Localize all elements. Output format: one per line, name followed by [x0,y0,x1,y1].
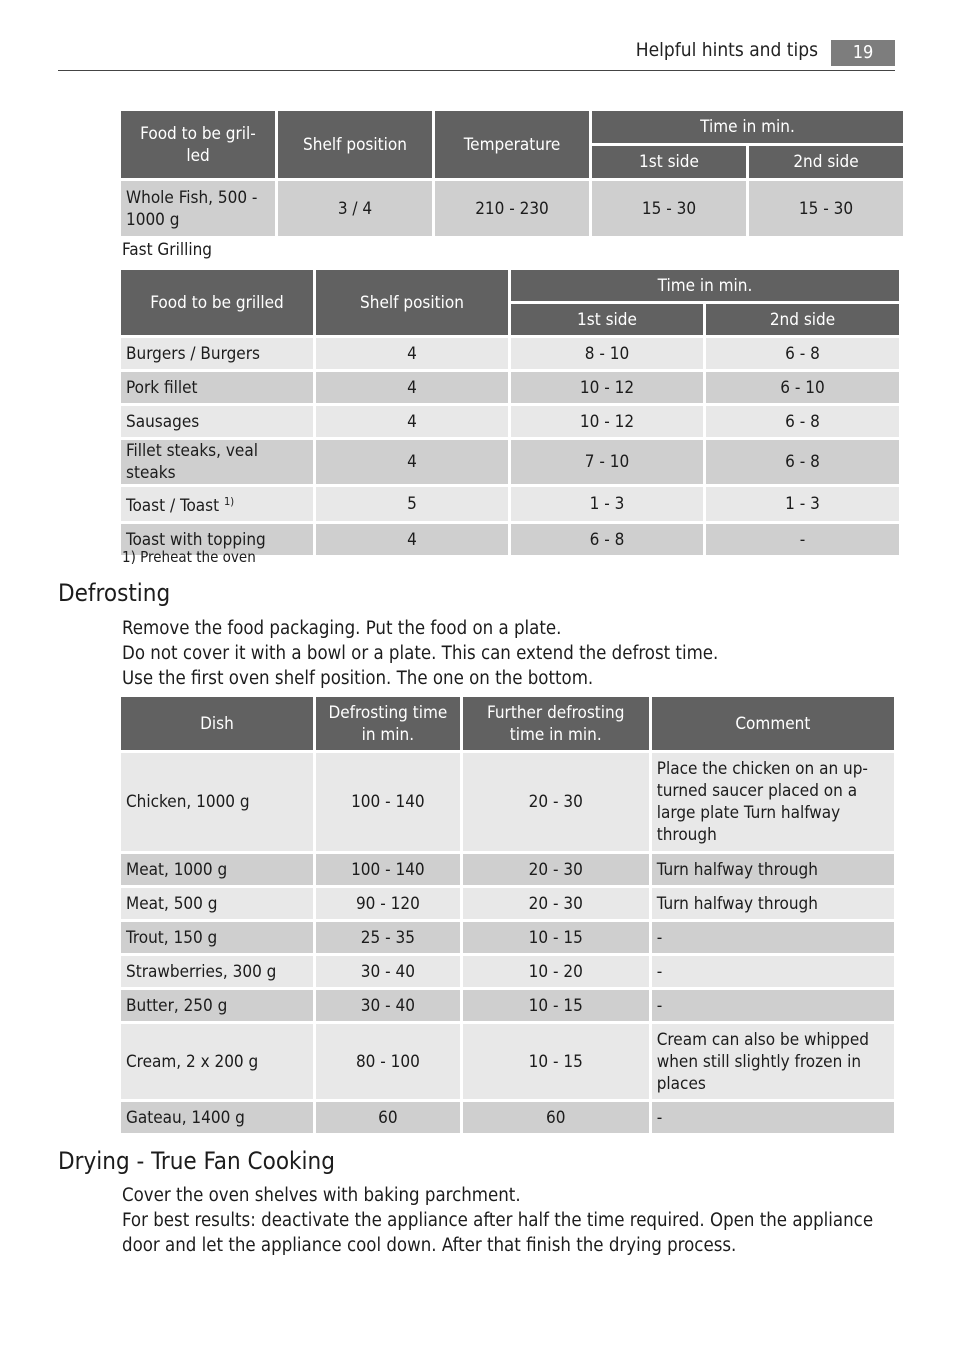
table-cell: Place the chicken on an up- turned saucer placed on a large plate Turn halfway through [652,753,894,851]
table-cell: 10 - 12 [511,372,703,403]
table-cell: 15 - 30 [749,181,903,236]
table-row [121,888,894,919]
table-row [121,440,899,484]
footnote-mark: 1) [224,495,235,508]
table-cell: 6 - 8 [706,440,899,484]
table-cell: 100 - 140 [316,854,460,885]
table-cell: 10 - 15 [463,922,649,953]
table-cell: Cream can also be whipped when still slightly frozen in places [652,1024,894,1099]
table-cell: 10 - 20 [463,956,649,987]
table-cell: - [652,990,894,1021]
table-cell: 1 - 3 [511,487,703,521]
table-cell: Burgers / Burgers [121,338,313,369]
defrosting-table [118,694,897,1136]
table-cell: 30 - 40 [316,956,460,987]
table-row [121,956,894,987]
fast-grilling-table [118,267,902,558]
defrosting-paragraph [122,616,718,691]
table-cell: Turn halfway through [652,854,894,885]
table-cell [121,487,313,521]
table-cell: 6 - 8 [511,524,703,555]
page-number: 19 [831,40,895,66]
table-cell: Chicken, 1000 g [121,753,313,851]
table-cell: Sausages [121,406,313,437]
drying-heading: Drying - True Fan Cooking [58,1147,335,1175]
table-cell: 60 [463,1102,649,1133]
table-cell: 80 - 100 [316,1024,460,1099]
table-cell: 1 - 3 [706,487,899,521]
table-cell: 6 - 8 [706,338,899,369]
header-2nd-side: 2nd side [706,304,899,335]
table-cell: 6 - 10 [706,372,899,403]
table-cell: Turn halfway through [652,888,894,919]
table-cell: - [706,524,899,555]
header-food: Food to be grilled [121,270,313,335]
header-shelf: Shelf position [316,270,508,335]
table-cell: Butter, 250 g [121,990,313,1021]
table-cell: 8 - 10 [511,338,703,369]
table-cell: Trout, 150 g [121,922,313,953]
table-row [121,922,894,953]
table-cell: 4 [316,440,508,484]
table-cell: 4 [316,406,508,437]
footnote: 1) Preheat the oven [122,548,256,566]
table-row [121,1024,894,1099]
header-2nd-side: 2nd side [749,146,903,178]
table-cell: 10 - 15 [463,990,649,1021]
table-row [121,181,903,236]
paragraph-line: For best results: deactivate the appliance after half the time required. Open the appliance [122,1210,874,1231]
table-cell: 10 - 15 [463,1024,649,1099]
grilling-table [118,108,906,239]
paragraph-line: Use the first oven shelf position. The one on the bottom. [122,668,594,689]
table-cell: 20 - 30 [463,888,649,919]
header-time: Time in min. [511,270,899,301]
table-cell: - [652,922,894,953]
table-cell: 15 - 30 [592,181,746,236]
table-row [121,1102,894,1133]
fast-grilling-caption: Fast Grilling [122,240,212,260]
table-cell: 210 - 230 [435,181,589,236]
header-1st-side: 1st side [511,304,703,335]
table-cell: 20 - 30 [463,753,649,851]
paragraph-line: Do not cover it with a bowl or a plate. This can extend the defrost time. [122,643,719,664]
defrosting-heading: Defrosting [58,579,171,607]
table-cell: 10 - 12 [511,406,703,437]
table-cell: 25 - 35 [316,922,460,953]
table-cell: 4 [316,524,508,555]
header-further-defrosting: Further defrosting time in min. [463,697,649,750]
table-row [121,406,899,437]
header-food: Food to be gril- led [121,111,275,178]
table-cell: 30 - 40 [316,990,460,1021]
toast-label: Toast / Toast [126,496,220,516]
table-row [121,753,894,851]
table-row [121,372,899,403]
header-temperature: Temperature [435,111,589,178]
table-cell: 20 - 30 [463,854,649,885]
table-cell: 5 [316,487,508,521]
table-cell: - [652,1102,894,1133]
table-cell: 4 [316,372,508,403]
table-row [121,990,894,1021]
table-cell: 7 - 10 [511,440,703,484]
table-cell: Strawberries, 300 g [121,956,313,987]
table-cell: 3 / 4 [278,181,432,236]
table-cell: 60 [316,1102,460,1133]
table-cell: Cream, 2 x 200 g [121,1024,313,1099]
header-defrosting-time: Defrosting time in min. [316,697,460,750]
table-cell: Gateau, 1400 g [121,1102,313,1133]
header-dish: Dish [121,697,313,750]
table-cell: Toast with topping [121,524,313,555]
table-cell: 6 - 8 [706,406,899,437]
header-time: Time in min. [592,111,903,143]
table-row [121,854,894,885]
header-comment: Comment [652,697,894,750]
table-cell: - [652,956,894,987]
header-1st-side: 1st side [592,146,746,178]
table-cell: 100 - 140 [316,753,460,851]
paragraph-line: Cover the oven shelves with baking parchment. [122,1185,521,1206]
table-cell: Meat, 500 g [121,888,313,919]
paragraph-line: door and let the appliance cool down. After that finish the drying process. [122,1235,737,1256]
table-cell: 4 [316,338,508,369]
header-divider [58,70,895,71]
paragraph-line: Remove the food packaging. Put the food on a plate. [122,618,562,639]
table-row [121,338,899,369]
header-shelf: Shelf position [278,111,432,178]
table-cell: Pork fillet [121,372,313,403]
table-row [121,487,899,521]
table-cell: Fillet steaks, veal steaks [121,440,313,484]
running-header: Helpful hints and tips [635,39,818,61]
table-cell: Whole Fish, 500 - 1000 g [121,181,275,236]
table-cell: Meat, 1000 g [121,854,313,885]
table-cell: 90 - 120 [316,888,460,919]
drying-paragraph [122,1183,873,1258]
